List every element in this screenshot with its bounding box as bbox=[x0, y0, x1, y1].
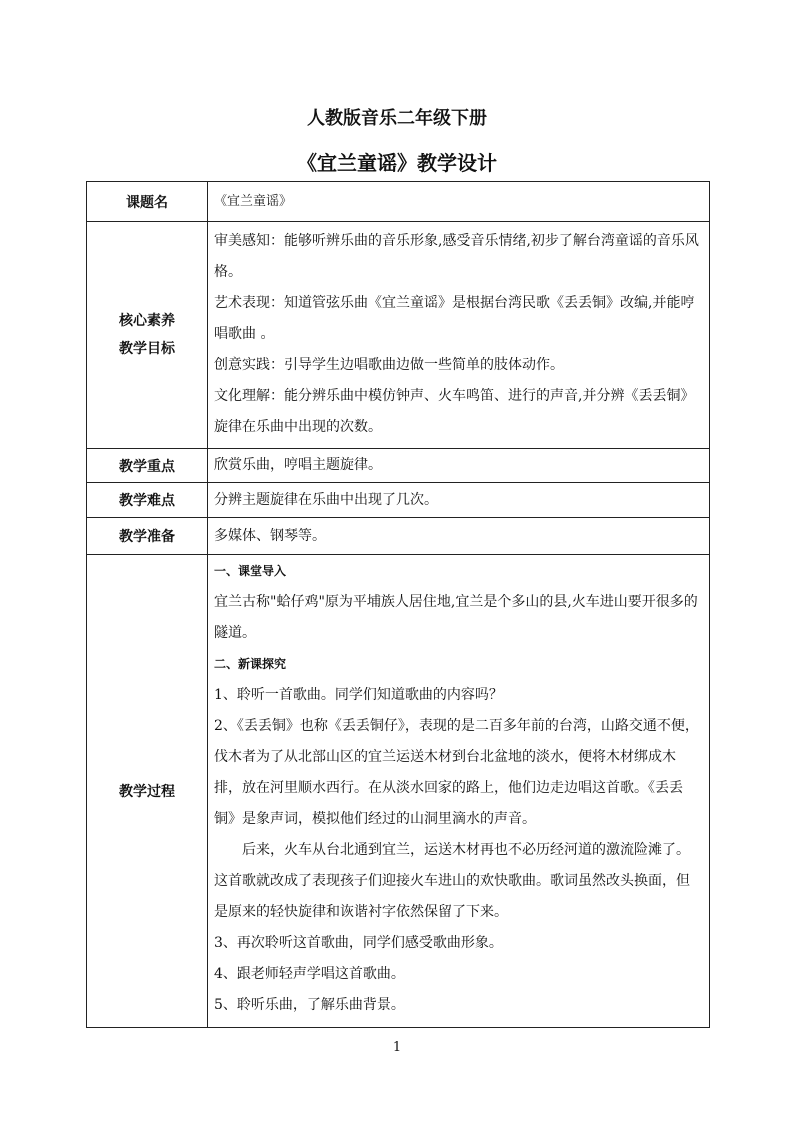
row-goals bbox=[87, 222, 710, 449]
row-preparation bbox=[87, 518, 710, 555]
value-process bbox=[208, 555, 710, 1028]
label-topic: 课题名 bbox=[87, 182, 208, 222]
section1-heading: 一、课堂导入 bbox=[214, 564, 287, 578]
step-1: 1、聆听一首歌曲。同学们知道歌曲的内容吗？ bbox=[214, 687, 503, 703]
lesson-plan-table bbox=[86, 181, 710, 1028]
step-4: 4、跟老师轻声学唱这首歌曲。 bbox=[214, 966, 405, 982]
step-2-continued: 后来，火车从台北通到宜兰，运送木材再也不必历经河道的激流险滩了。这首歌就改成了表现孩子们迎接火车进山的欢快歌曲。歌词虽然改头换面，但是原来的轻快旋律和诙谐衬字依然保留了下来。 bbox=[214, 842, 690, 920]
label-key-point: 教学重点 bbox=[87, 449, 208, 483]
label-difficulty: 教学难点 bbox=[87, 483, 208, 518]
step-5: 5、聆听乐曲，了解乐曲背景。 bbox=[214, 997, 405, 1013]
goal-expression: 艺术表现：知道管弦乐曲《宜兰童谣》是根据台湾民歌《丢丢铜》改编,并能哼唱歌曲 。 bbox=[214, 295, 695, 342]
value-key-point: 欣赏乐曲，哼唱主题旋律。 bbox=[208, 449, 710, 483]
value-preparation: 多媒体、钢琴等。 bbox=[208, 518, 710, 555]
label-goals-line1: 核心素养 bbox=[119, 313, 175, 329]
step-2: 2、《丢丢铜》也称《丢丢铜仔》，表现的是二百多年前的台湾，山路交通不便，伐木者为了从北部山区的宜兰运送木材到台北盆地的淡水，便将木材绑成木排，放在河里顺水西行。在从淡水回家的路上，他们边走边唱这首歌。《丢丢铜》是象声词，模拟他们经过的山洞里滴水的声音。 bbox=[214, 718, 699, 827]
goal-aesthetic: 审美感知：能够听辨乐曲的音乐形象,感受音乐情绪,初步了解台湾童谣的音乐风格。 bbox=[214, 233, 699, 280]
row-topic bbox=[87, 182, 710, 222]
label-preparation: 教学准备 bbox=[87, 518, 208, 555]
value-difficulty: 分辨主题旋律在乐曲中出现了几次。 bbox=[208, 483, 710, 518]
value-goals bbox=[208, 222, 710, 449]
section1-text: 宜兰古称"蛤仔鸡"原为平埔族人居住地,宜兰是个多山的县,火车进山要开很多的隧道。 bbox=[214, 594, 698, 641]
goal-creative: 创意实践：引导学生边唱歌曲边做一些简单的肢体动作。 bbox=[214, 357, 564, 373]
section2-heading: 二、新课探究 bbox=[214, 657, 287, 671]
page-number: 1 bbox=[392, 1040, 402, 1055]
step-3: 3、再次聆听这首歌曲，同学们感受歌曲形象。 bbox=[214, 935, 503, 951]
document-title: 人教版音乐二年级下册 bbox=[307, 108, 487, 129]
label-goals-line2: 教学目标 bbox=[119, 341, 175, 357]
label-goals bbox=[87, 222, 208, 449]
value-topic: 《宜兰童谣》 bbox=[208, 182, 710, 222]
row-key-point bbox=[87, 449, 710, 483]
goal-culture: 文化理解：能分辨乐曲中模仿钟声、火车鸣笛、进行的声音,并分辨《丢丢铜》旋律在乐曲中出现的次数。 bbox=[214, 388, 695, 435]
document-subtitle: 《宜兰童谣》教学设计 bbox=[297, 151, 497, 175]
row-difficulty bbox=[87, 483, 710, 518]
row-process bbox=[87, 555, 710, 1028]
label-process: 教学过程 bbox=[87, 555, 208, 1028]
